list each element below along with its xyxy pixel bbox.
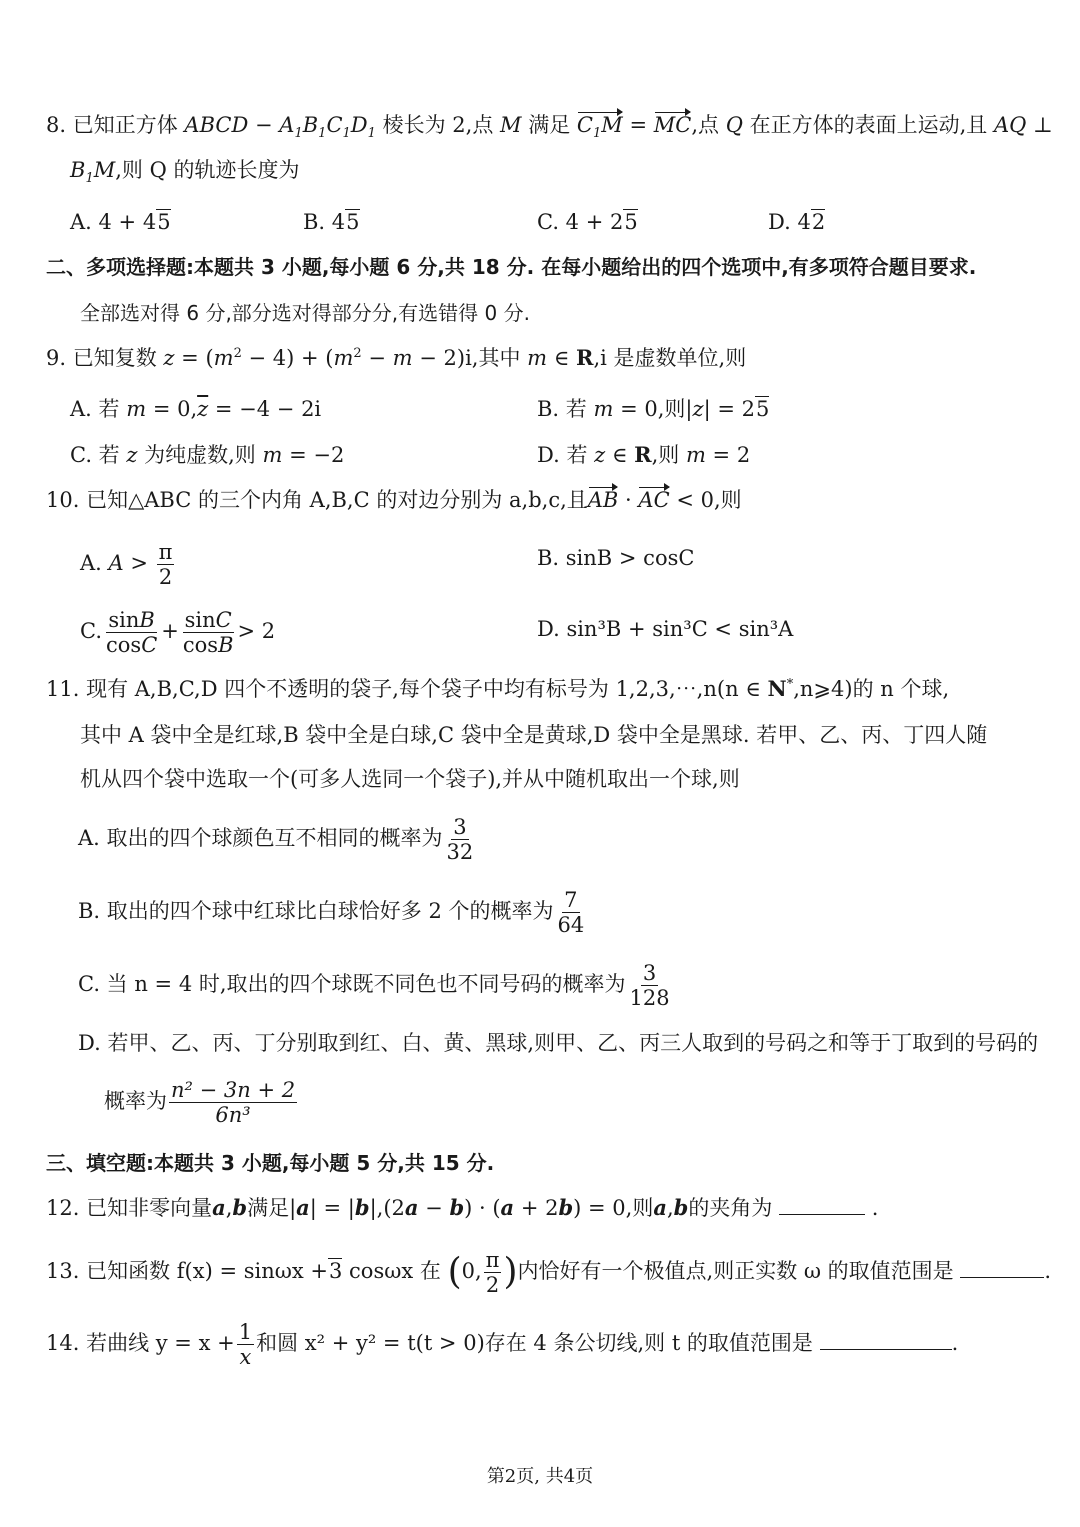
q14-answer-blank[interactable]	[820, 1329, 952, 1350]
q12: 12. 已知非零向量a,b满足|a| = |b|,(2a − b) · (a + 2b) = 0,则a,b的夹角为 .	[46, 1195, 879, 1220]
q8-line1: 8. 已知正方体 ABCD − $A_1B_1C_1D_1$ 棱长为 2,点 M 满足 $C_1M$ = MC,点 Q 在正方体的表面上运动,且 AQ ⊥	[46, 110, 1053, 140]
q13: 13. 已知函数 f(x) = sinωx +3 cosωx 在 (0, $\frac{\pi}{2}$ )内恰好有一个极值点,则正实数 ω 的取值范围是 .	[46, 1248, 1052, 1297]
vector-ac: AC	[638, 485, 669, 515]
q9-option-d: D. 若 z ∈ R,则 m = 2	[537, 442, 751, 467]
q9-option-a: A. 若 $m = 0,\overline{z} = -4 - 2i$	[70, 397, 322, 421]
q8-number: 8.	[46, 113, 67, 137]
q11-option-b: B. 取出的四个球中红球比白球恰好多 2 个的概率为 $\frac{7}{64}$	[78, 888, 585, 937]
q8-option-d: D. 42	[768, 210, 826, 234]
vector-ab: AB	[588, 485, 619, 515]
cube-name: ABCD − $A_1B_1C_1D_1$	[184, 113, 376, 142]
q10-option-b: B. sinB > cosC	[537, 546, 695, 570]
q11-line3: 机从四个袋中选取一个(可多人选同一个袋子),并从中随机取出一个球,则	[80, 767, 740, 791]
vector-mc: MC	[654, 110, 692, 140]
q11-option-a: A. 取出的四个球颜色互不相同的概率为 $\frac{3}{32}$	[78, 815, 474, 864]
q11-line2: 其中 A 袋中全是红球,B 袋中全是白球,C 袋中全是黄球,D 袋中全是黑球. 若甲、乙、丙、丁四人随	[80, 723, 988, 747]
q11-option-d-line1: D. 若甲、乙、丙、丁分别取到红、白、黄、黑球,则甲、乙、丙三人取到的号码之和等于丁取到的号码的	[78, 1031, 1039, 1055]
section-2-title: 二、多项选择题:本题共 3 小题,每小题 6 分,共 18 分. 在每小题给出的四个选项中,有多项符合题目要求.	[46, 255, 977, 279]
q10-option-d: D. sin³B + sin³C < sin³A	[537, 617, 794, 641]
q14: 14. 若曲线 y = x + $\frac{1}{x}$ 和圆 x² + y² = t(t > 0)存在 4 条公切线,则 t 的取值范围是 .	[46, 1320, 959, 1369]
section-3-title: 三、填空题:本题共 3 小题,每小题 5 分,共 15 分.	[46, 1151, 495, 1175]
q11-line1: 11. 现有 A,B,C,D 四个不透明的袋子,每个袋子中均有标号为 1,2,3,⋯,n(n ∈ N*,n⩾4)的 n 个球,	[46, 676, 950, 701]
q11-option-d-line2: 概率为 $\frac{\text{n² − 3n + 2}}{\text{6n³}}$	[104, 1078, 296, 1127]
q13-answer-blank[interactable]	[960, 1257, 1044, 1278]
q8-option-a: A. 4 + 45	[70, 210, 171, 234]
q10-stem: 10. 已知△ABC 的三个内角 A,B,C 的对边分别为 a,b,c,且AB · AC < 0,则	[46, 485, 742, 515]
q8-option-c: C. 4 + 25	[537, 210, 638, 234]
q11-option-c: C. 当 n = 4 时,取出的四个球既不同色也不同号码的概率为 $\frac{3}{128}$	[78, 961, 670, 1010]
vector-c1m: $C_1M$	[577, 110, 623, 140]
q10-option-c: C. $\frac{\sin B}{\cos C}$ + $\frac{\sin C}{\cos B}$ > 2	[80, 608, 276, 657]
q8-line2: $B_1M$,则 Q 的轨迹长度为	[70, 158, 300, 187]
q9-option-b: B. 若 m = 0,则|z| = 25	[537, 397, 770, 421]
q9-stem: 9. 已知复数 $z = (m^2 - 4) + (m^2 - m - 2)i$,其中 m ∈ R,i 是虚数单位,则	[46, 345, 747, 370]
section-2-rule: 全部选对得 6 分,部分选对得部分分,有选错得 0 分.	[80, 301, 530, 325]
page-footer: 第2页, 共4页	[486, 1466, 594, 1487]
q9-option-c: C. 若 z 为纯虚数,则 m = −2	[70, 443, 345, 467]
q10-option-a: A. A > $\frac{\pi}{2}$	[80, 540, 173, 589]
q8-option-b: B. 45	[303, 210, 360, 234]
q12-answer-blank[interactable]	[779, 1194, 865, 1215]
